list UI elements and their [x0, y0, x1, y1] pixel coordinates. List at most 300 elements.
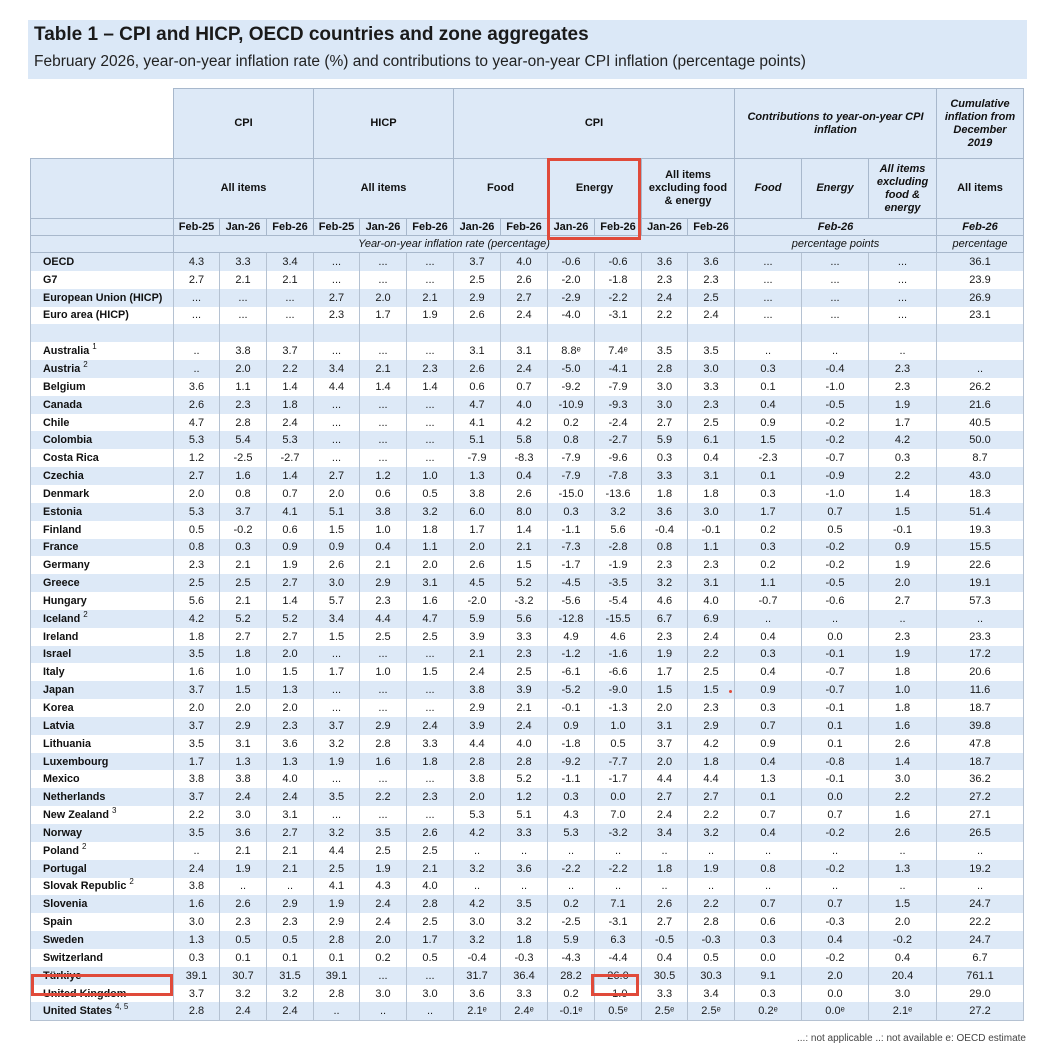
table-row — [31, 574, 1024, 592]
value-cell: 5.6 — [174, 592, 220, 610]
value-cell: 1.6 — [360, 753, 407, 771]
country-name — [31, 342, 174, 360]
value-cell: 28.2 — [548, 967, 595, 985]
value-cell: .. — [454, 842, 501, 860]
value-cell: 57.3 — [937, 592, 1024, 610]
value-cell — [501, 324, 548, 342]
value-cell: 4.6 — [595, 628, 642, 646]
value-cell: 0.2 — [548, 414, 595, 432]
value-cell: 1.1 — [407, 539, 454, 557]
value-cell: 2.8 — [360, 735, 407, 753]
value-cell: 2.8 — [688, 913, 735, 931]
table-row — [31, 931, 1024, 949]
country-label: Hungary — [43, 594, 87, 607]
value-cell: 2.7 — [174, 271, 220, 289]
value-cell: -6.1 — [548, 663, 595, 681]
table-row — [31, 646, 1024, 664]
value-cell: 1.2 — [174, 449, 220, 467]
value-cell: 2.8 — [501, 753, 548, 771]
value-cell: 2.3 — [407, 360, 454, 378]
value-cell: 17.2 — [937, 646, 1024, 664]
value-cell: 2.4 — [267, 788, 314, 806]
country-name — [31, 449, 174, 467]
table-row — [31, 253, 1024, 271]
value-cell: 3.6 — [642, 253, 688, 271]
value-cell: 2.9 — [220, 717, 267, 735]
table-row — [31, 342, 1024, 360]
value-cell: 3.6 — [174, 378, 220, 396]
value-cell: -3.1 — [595, 307, 642, 325]
value-cell: 1.7 — [735, 503, 802, 521]
header-contrib-energy: Energy — [802, 159, 869, 219]
value-cell: 1.0 — [407, 467, 454, 485]
table-row — [31, 414, 1024, 432]
value-cell: 0.5ᵉ — [595, 1002, 642, 1020]
value-cell: 2.5 — [360, 628, 407, 646]
value-cell: 0.9 — [267, 539, 314, 557]
country-label: Türkiye — [43, 969, 82, 982]
value-cell: 4.0 — [407, 878, 454, 896]
country-label: Portugal — [43, 862, 87, 875]
value-cell: 2.9 — [267, 895, 314, 913]
value-cell: ... — [360, 396, 407, 414]
value-cell: 2.1 — [220, 592, 267, 610]
value-cell: .. — [735, 878, 802, 896]
value-cell: 2.3 — [642, 271, 688, 289]
value-cell: 0.1 — [735, 467, 802, 485]
value-cell: .. — [174, 360, 220, 378]
value-cell: .. — [501, 842, 548, 860]
value-cell: 0.4 — [735, 663, 802, 681]
value-cell: 3.2 — [454, 860, 501, 878]
value-cell: 4.6 — [642, 592, 688, 610]
value-cell: 3.8 — [220, 770, 267, 788]
country-label: Denmark — [43, 487, 90, 500]
value-cell: 3.8 — [454, 485, 501, 503]
header-contrib-food: Food — [735, 159, 802, 219]
value-cell: 3.0 — [869, 770, 937, 788]
value-cell: 2.7 — [267, 824, 314, 842]
value-cell: 2.9 — [314, 913, 360, 931]
value-cell: 29.0 — [937, 985, 1024, 1003]
country-label: Czechia — [43, 470, 84, 483]
value-cell: -3.2 — [595, 824, 642, 842]
value-cell: -2.0 — [454, 592, 501, 610]
value-cell: 36.1 — [937, 253, 1024, 271]
country-name — [31, 735, 174, 753]
value-cell: 0.6 — [454, 378, 501, 396]
value-cell: 0.1 — [314, 949, 360, 967]
value-cell: 2.8 — [220, 414, 267, 432]
value-cell: 3.1 — [642, 717, 688, 735]
value-cell: 47.8 — [937, 735, 1024, 753]
period-cumulative: Feb-26 — [937, 219, 1024, 236]
value-cell — [407, 324, 454, 342]
value-cell: 2.1 — [220, 556, 267, 574]
value-cell: 5.2 — [501, 574, 548, 592]
value-cell: 4.2 — [174, 610, 220, 628]
value-cell — [220, 324, 267, 342]
country-label: France — [43, 541, 79, 554]
country-label: Lithuania — [43, 737, 91, 750]
value-cell: -0.2 — [802, 949, 869, 967]
value-cell: -0.3 — [501, 949, 548, 967]
value-cell: 2.4 — [688, 628, 735, 646]
value-cell: 2.1ᵉ — [454, 1002, 501, 1020]
value-cell: 1.0 — [595, 717, 642, 735]
value-cell: 4.5 — [454, 574, 501, 592]
value-cell: ... — [407, 271, 454, 289]
value-cell: -9.3 — [595, 396, 642, 414]
value-cell: ... — [407, 806, 454, 824]
value-cell: 2.5ᵉ — [642, 1002, 688, 1020]
value-cell: 1.9 — [869, 396, 937, 414]
table-row — [31, 895, 1024, 913]
value-cell: 0.4 — [688, 449, 735, 467]
value-cell: 1.1 — [220, 378, 267, 396]
value-cell: .. — [802, 842, 869, 860]
value-cell: 2.8 — [314, 931, 360, 949]
header-cumulative-all-items: All items — [937, 159, 1024, 219]
value-cell: 0.3 — [735, 931, 802, 949]
value-cell: 5.9 — [454, 610, 501, 628]
country-label: Slovak Republic — [43, 880, 127, 893]
period-label: Jan-26 — [220, 219, 267, 236]
value-cell: -2.9 — [548, 289, 595, 307]
value-cell: 18.7 — [937, 753, 1024, 771]
value-cell: 2.0 — [454, 539, 501, 557]
value-cell: 3.2 — [688, 824, 735, 842]
value-cell: 3.0 — [454, 913, 501, 931]
table-row — [31, 824, 1024, 842]
value-cell: 11.6 — [937, 681, 1024, 699]
value-cell: -0.3 — [688, 931, 735, 949]
value-cell: 1.0 — [869, 681, 937, 699]
value-cell: -7.7 — [595, 753, 642, 771]
value-cell: 2.6 — [454, 556, 501, 574]
value-cell: 0.3 — [735, 485, 802, 503]
value-cell: 1.4 — [267, 467, 314, 485]
value-cell: 2.4 — [360, 913, 407, 931]
country-name — [31, 646, 174, 664]
value-cell: 0.9 — [735, 414, 802, 432]
header-blank-4 — [31, 236, 174, 253]
unit-percentage-points: percentage points — [735, 236, 937, 253]
value-cell: 3.5 — [360, 824, 407, 842]
value-cell: 0.1 — [802, 735, 869, 753]
value-cell: -0.2 — [802, 414, 869, 432]
value-cell: 2.0 — [869, 913, 937, 931]
value-cell: 1.0 — [360, 521, 407, 539]
value-cell: 3.2 — [314, 824, 360, 842]
value-cell: 0.7 — [802, 503, 869, 521]
value-cell: -5.2 — [548, 681, 595, 699]
value-cell: 0.7 — [802, 806, 869, 824]
value-cell: 1.8 — [642, 860, 688, 878]
value-cell: 3.0 — [642, 396, 688, 414]
value-cell: ... — [314, 681, 360, 699]
value-cell: 3.8 — [174, 770, 220, 788]
value-cell: 2.4 — [454, 663, 501, 681]
value-cell: 1.8 — [220, 646, 267, 664]
value-cell: 23.3 — [937, 628, 1024, 646]
value-cell: 3.3 — [501, 628, 548, 646]
value-cell: 1.0 — [360, 663, 407, 681]
country-name — [31, 592, 174, 610]
value-cell: ... — [735, 271, 802, 289]
value-cell: .. — [174, 842, 220, 860]
value-cell: 7.1 — [595, 895, 642, 913]
value-cell: 0.4 — [735, 396, 802, 414]
value-cell: 27.1 — [937, 806, 1024, 824]
value-cell: ... — [869, 253, 937, 271]
value-cell: 2.7 — [688, 788, 735, 806]
value-cell: 1.7 — [642, 663, 688, 681]
value-cell: ... — [360, 681, 407, 699]
value-cell: 0.4 — [501, 467, 548, 485]
value-cell: 15.5 — [937, 539, 1024, 557]
value-cell: 1.6 — [869, 717, 937, 735]
value-cell: ... — [407, 396, 454, 414]
header-energy: Energy — [548, 159, 642, 219]
value-cell: 0.3 — [642, 449, 688, 467]
value-cell: 1.5 — [220, 681, 267, 699]
value-cell: 3.5 — [314, 788, 360, 806]
header-group-contributions: Contributions to year-on-year CPI inflation — [735, 89, 937, 159]
value-cell: -12.8 — [548, 610, 595, 628]
value-cell: ... — [314, 699, 360, 717]
value-cell: -2.2 — [548, 860, 595, 878]
value-cell: 1.7 — [360, 307, 407, 325]
value-cell: ... — [220, 307, 267, 325]
value-cell: 2.0 — [360, 931, 407, 949]
value-cell: 2.0 — [220, 699, 267, 717]
value-cell: 50.0 — [937, 431, 1024, 449]
value-cell: 2.7 — [642, 913, 688, 931]
value-cell: ... — [267, 307, 314, 325]
value-cell: 761.1 — [937, 967, 1024, 985]
value-cell: -0.2 — [802, 860, 869, 878]
value-cell: -0.7 — [802, 449, 869, 467]
value-cell: 0.9 — [869, 539, 937, 557]
table-row — [31, 485, 1024, 503]
value-cell: 19.3 — [937, 521, 1024, 539]
value-cell: .. — [937, 878, 1024, 896]
value-cell: 5.6 — [595, 521, 642, 539]
value-cell: 5.2 — [267, 610, 314, 628]
value-cell: .. — [548, 842, 595, 860]
value-cell: 22.6 — [937, 556, 1024, 574]
country-label: Korea — [43, 702, 74, 715]
value-cell: 1.5 — [407, 663, 454, 681]
country-label: Spain — [43, 916, 73, 929]
inflation-table — [30, 88, 1024, 1021]
value-cell: 3.3 — [220, 253, 267, 271]
value-cell: 3.1 — [501, 342, 548, 360]
country-label: Switzerland — [43, 951, 103, 964]
value-cell: 2.1 — [501, 699, 548, 717]
value-cell: -0.5 — [642, 931, 688, 949]
value-cell: 4.1 — [454, 414, 501, 432]
value-cell: 0.3 — [735, 699, 802, 717]
value-cell: 2.4 — [642, 806, 688, 824]
value-cell: 3.2 — [267, 985, 314, 1003]
footnote-marker: 2 — [129, 877, 134, 887]
value-cell: 2.3 — [688, 556, 735, 574]
value-cell: .. — [869, 610, 937, 628]
table-row — [31, 467, 1024, 485]
country-name — [31, 699, 174, 717]
value-cell: 3.0 — [174, 913, 220, 931]
value-cell: 0.2 — [548, 895, 595, 913]
value-cell: 3.0 — [869, 985, 937, 1003]
value-cell: 2.7 — [501, 289, 548, 307]
value-cell: .. — [501, 878, 548, 896]
country-name — [31, 860, 174, 878]
country-label: Italy — [43, 666, 65, 679]
value-cell: -1.7 — [548, 556, 595, 574]
value-cell: -0.7 — [802, 681, 869, 699]
value-cell: 3.8 — [454, 681, 501, 699]
value-cell: 22.2 — [937, 913, 1024, 931]
value-cell: 2.2 — [174, 806, 220, 824]
value-cell: ... — [735, 253, 802, 271]
value-cell: -0.1 — [802, 646, 869, 664]
value-cell: 5.3 — [454, 806, 501, 824]
value-cell: 1.8 — [869, 699, 937, 717]
value-cell: 1.1 — [688, 539, 735, 557]
footnote-marker: 2 — [82, 841, 87, 851]
value-cell: 2.1 — [267, 860, 314, 878]
value-cell: 2.2 — [642, 307, 688, 325]
value-cell: 2.0 — [174, 699, 220, 717]
value-cell: -15.5 — [595, 610, 642, 628]
value-cell: ... — [407, 431, 454, 449]
value-cell: 20.4 — [869, 967, 937, 985]
value-cell: ... — [407, 449, 454, 467]
value-cell: -3.5 — [595, 574, 642, 592]
value-cell: 3.1 — [267, 806, 314, 824]
value-cell: -4.0 — [548, 307, 595, 325]
value-cell: 4.4 — [314, 842, 360, 860]
value-cell: 0.2ᵉ — [735, 1002, 802, 1020]
period-label: Feb-26 — [407, 219, 454, 236]
value-cell: 5.9 — [548, 931, 595, 949]
country-name — [31, 556, 174, 574]
value-cell: 5.3 — [174, 431, 220, 449]
value-cell: 1.5 — [314, 521, 360, 539]
value-cell: -2.5 — [220, 449, 267, 467]
country-name — [31, 824, 174, 842]
value-cell: 1.6 — [407, 592, 454, 610]
footnote-marker: 4, 5 — [115, 1002, 129, 1012]
value-cell: 2.7 — [314, 289, 360, 307]
value-cell: 3.6 — [454, 985, 501, 1003]
footnote-marker: 3 — [112, 806, 117, 816]
value-cell — [267, 324, 314, 342]
value-cell: 3.6 — [501, 860, 548, 878]
value-cell — [454, 324, 501, 342]
value-cell: 2.6 — [501, 485, 548, 503]
value-cell: 3.6 — [642, 503, 688, 521]
value-cell: 0.0ᵉ — [802, 1002, 869, 1020]
country-name — [31, 431, 174, 449]
value-cell: 0.4 — [360, 539, 407, 557]
value-cell: 0.8 — [642, 539, 688, 557]
value-cell: 2.9 — [454, 289, 501, 307]
value-cell: 1.5 — [267, 663, 314, 681]
value-cell: 4.4 — [314, 378, 360, 396]
country-label: Euro area (HICP) — [43, 309, 129, 322]
value-cell: 0.3 — [735, 646, 802, 664]
header-all-items-hicp: All items — [314, 159, 454, 219]
value-cell: ... — [802, 253, 869, 271]
value-cell: -9.0 — [595, 681, 642, 699]
value-cell: 2.0 — [869, 574, 937, 592]
value-cell: 3.4 — [688, 985, 735, 1003]
value-cell: .. — [688, 878, 735, 896]
value-cell: 3.9 — [501, 681, 548, 699]
table-row — [31, 378, 1024, 396]
value-cell: 36.4 — [501, 967, 548, 985]
value-cell: 3.7 — [174, 717, 220, 735]
value-cell: 3.7 — [314, 717, 360, 735]
value-cell: .. — [735, 842, 802, 860]
period-label: Feb-26 — [501, 219, 548, 236]
value-cell: ... — [314, 271, 360, 289]
value-cell: 2.5 — [314, 860, 360, 878]
value-cell: ... — [360, 414, 407, 432]
value-cell: 4.2 — [501, 414, 548, 432]
value-cell: 3.7 — [267, 342, 314, 360]
value-cell: -7.9 — [595, 378, 642, 396]
value-cell: -9.2 — [548, 378, 595, 396]
value-cell: 0.3 — [735, 360, 802, 378]
period-contributions: Feb-26 — [735, 219, 937, 236]
table-row — [31, 610, 1024, 628]
country-name — [31, 378, 174, 396]
value-cell: 2.1 — [407, 860, 454, 878]
country-label: Germany — [43, 559, 90, 572]
value-cell: -9.2 — [548, 753, 595, 771]
value-cell: 1.4 — [267, 592, 314, 610]
value-cell: 2.7 — [642, 414, 688, 432]
table-row — [31, 913, 1024, 931]
value-cell: 1.3 — [454, 467, 501, 485]
value-cell: 51.4 — [937, 503, 1024, 521]
value-cell: 0.4 — [735, 824, 802, 842]
value-cell: -7.9 — [548, 449, 595, 467]
value-cell: -0.2 — [802, 556, 869, 574]
value-cell: 2.5 — [501, 663, 548, 681]
value-cell: -0.7 — [802, 663, 869, 681]
value-cell: -0.9 — [802, 467, 869, 485]
table-row — [31, 449, 1024, 467]
value-cell: -0.2 — [869, 931, 937, 949]
value-cell: -4.3 — [548, 949, 595, 967]
value-cell: 1.8 — [407, 521, 454, 539]
value-cell: ... — [314, 396, 360, 414]
country-name — [31, 253, 174, 271]
value-cell: 0.7 — [735, 717, 802, 735]
value-cell: 1.5 — [869, 895, 937, 913]
value-cell: 2.9 — [454, 699, 501, 717]
value-cell: 2.1 — [407, 289, 454, 307]
value-cell: 3.0 — [360, 985, 407, 1003]
value-cell: .. — [642, 842, 688, 860]
value-cell: ... — [314, 449, 360, 467]
value-cell: .. — [802, 610, 869, 628]
